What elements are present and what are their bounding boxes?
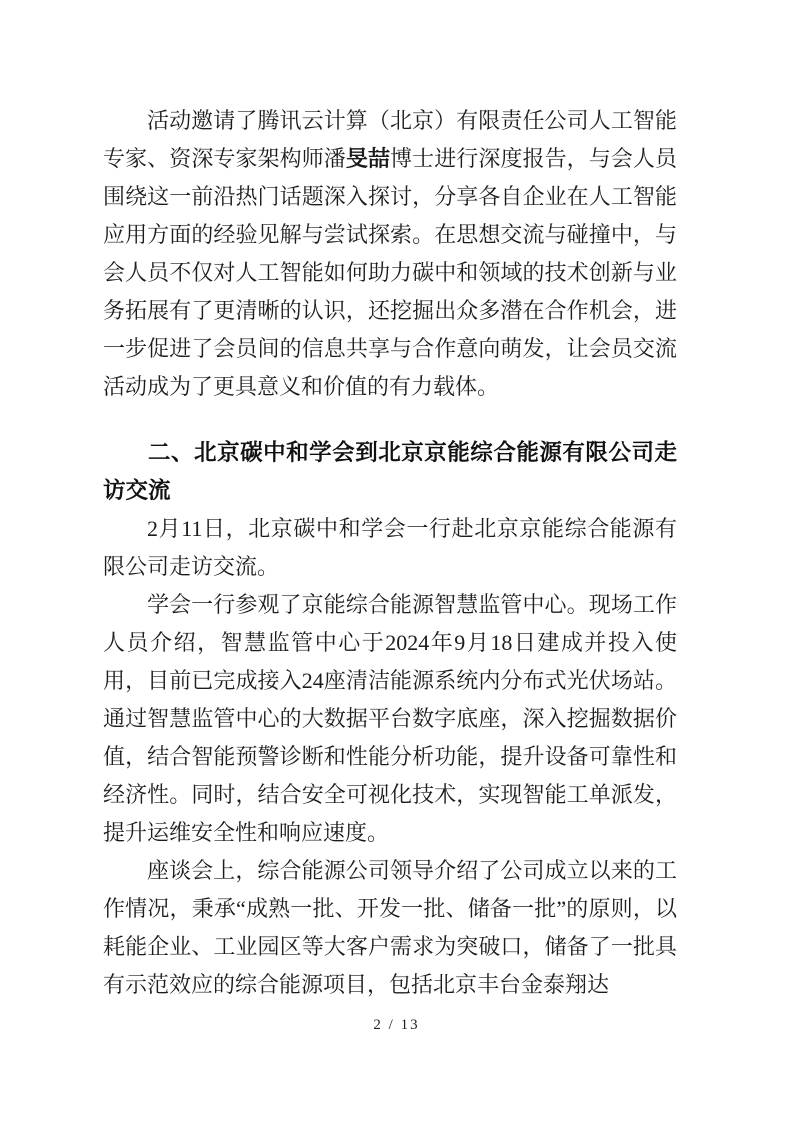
paragraph-text-before-name: 活动邀请了腾讯云计算（北京）有限责任公司人工智能专家、资深专家架构师潘: [103, 108, 677, 171]
paragraph-smart-center: 学会一行参观了京能综合能源智慧监管中心。现场工作人员介绍，智慧监管中心于2024年9月18日建成并投入使用，目前已完成接入24座清洁能源系统内分布式光伏场站。通过智慧监管中心的大数据平台数字底座，深入挖掘数据价值，结合智能预警诊断和性能分析功能，提升设备可靠性和经济性。同时，结合安全可视化技术，实现智能工单派发，提升运维安全性和响应速度。: [103, 592, 677, 845]
paragraph-activity-report: [103, 102, 677, 406]
paragraph-text-after-name: 博士进行深度报告，与会人员围绕这一前沿热门话题深入探讨，分享各自企业在人工智能应用方面的经验见解与尝试探索。在思想交流与碰撞中，与会人员不仅对人工智能如何助力碳中和领域的技术创新与业务拓展有了更清晰的认识，还挖掘出众多潜在合作机会，进一步促进了会员间的信息共享与合作意向萌发，让会员交流活动成为了更具意义和价值的有力载体。: [103, 146, 677, 399]
section-heading: 二、北京碳中和学会到北京京能综合能源有限公司走访交流: [103, 440, 677, 503]
page-footer: [0, 1016, 793, 1034]
page-number: 2 / 13: [373, 1017, 420, 1033]
expert-name-bold: 旻喆: [345, 146, 391, 171]
paragraph-visit-intro: 2月11日，北京碳中和学会一行赴北京京能综合能源有限公司走访交流。: [103, 516, 677, 579]
page-content: [103, 102, 677, 1004]
paragraph-symposium: 座谈会上，综合能源公司领导介绍了公司成立以来的工作情况，秉承“成熟一批、开发一批、储备一批”的原则，以耗能企业、工业园区等大客户需求为突破口，储备了一批具有示范效应的综合能源项目，包括北京丰台金泰翔达: [103, 858, 677, 997]
